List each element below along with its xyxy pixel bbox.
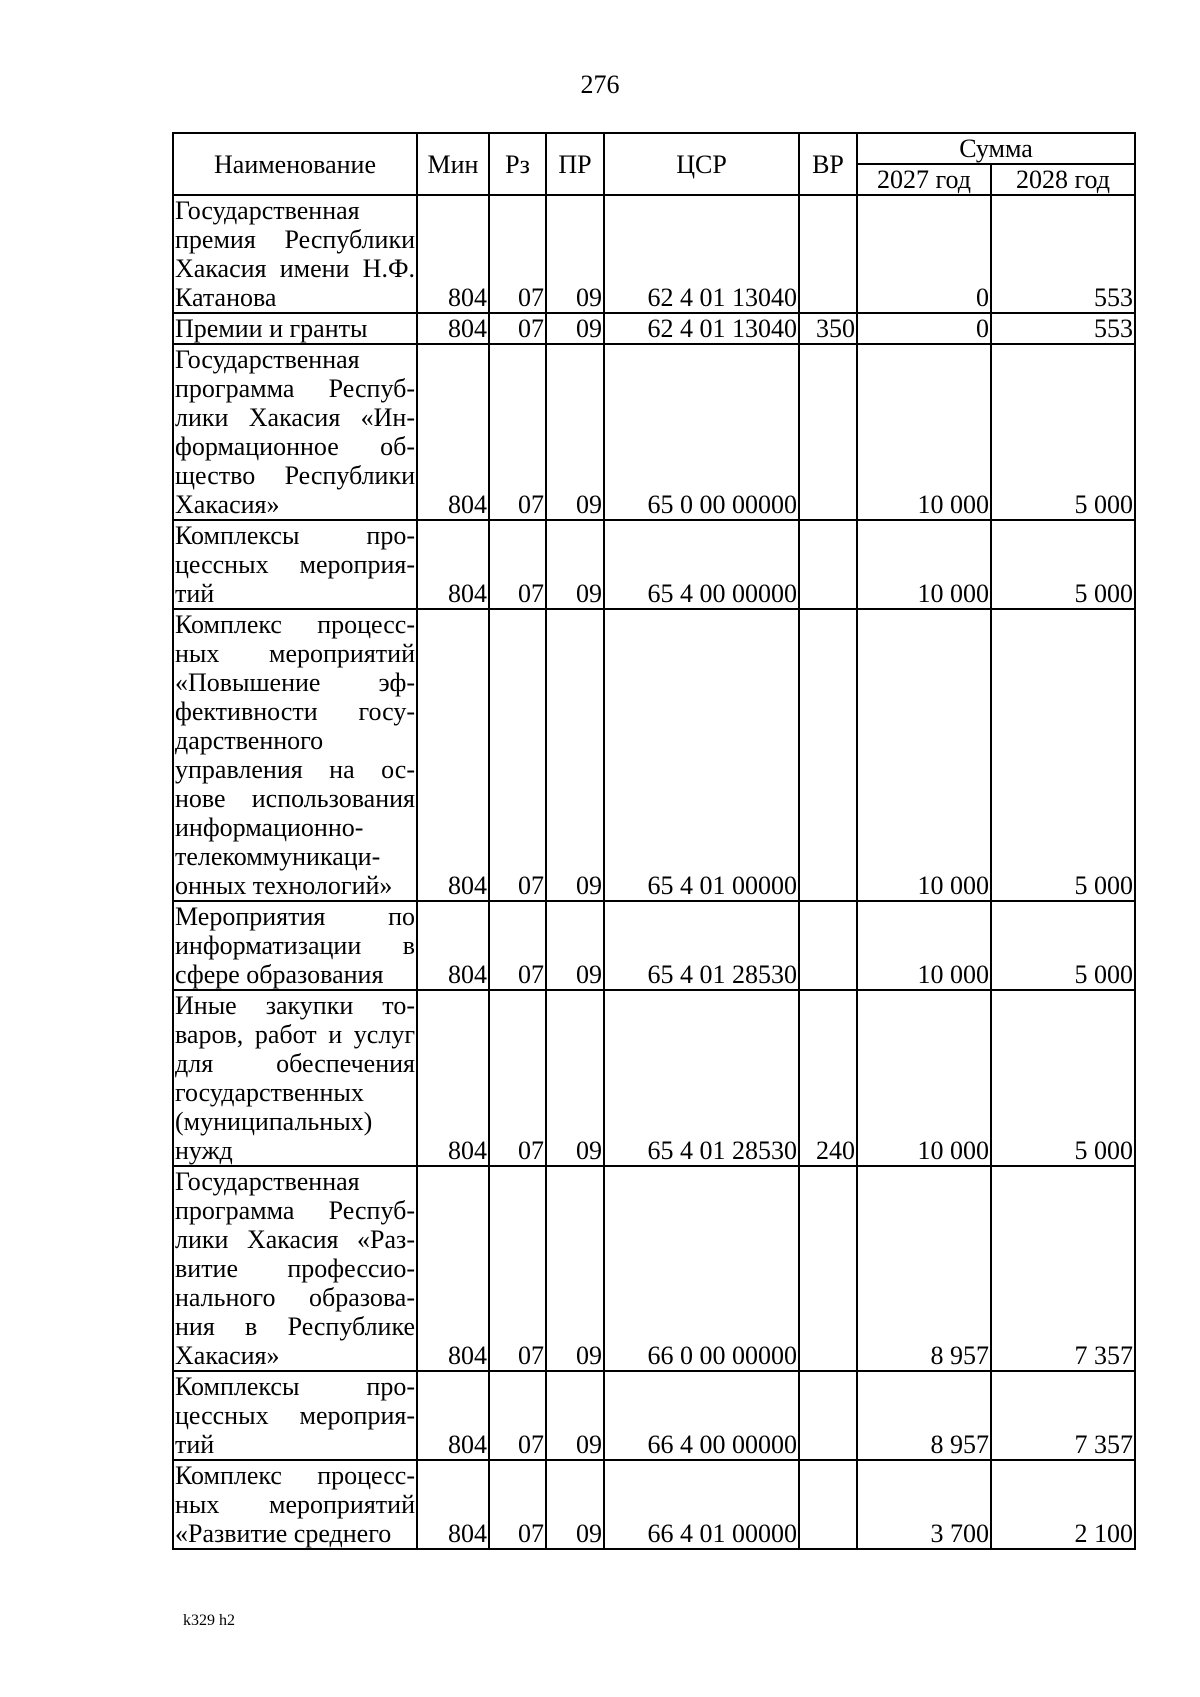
row-vr: [799, 195, 857, 313]
row-sum-2027: 0: [857, 195, 991, 313]
row-sum-2028: 553: [991, 313, 1135, 344]
row-rz: 07: [489, 901, 546, 990]
table-header-row: [173, 133, 1135, 164]
row-pr: 09: [546, 195, 604, 313]
row-sum-2028: 5 000: [991, 901, 1135, 990]
header-year-2028: 2028 год: [991, 164, 1135, 195]
row-vr: [799, 901, 857, 990]
row-name: Премии и гранты: [173, 313, 417, 344]
row-min: 804: [417, 313, 489, 344]
row-pr: 09: [546, 344, 604, 520]
budget-table: [172, 132, 1136, 1550]
row-min: 804: [417, 344, 489, 520]
row-sum-2027: 0: [857, 313, 991, 344]
row-csr: 66 4 01 00000: [604, 1460, 799, 1549]
table-row: [173, 901, 1135, 990]
row-name: Иные закупки товаров, работ и услуг для обеспечения государственных (муниципальных) нужд: [175, 991, 415, 1165]
row-csr: 65 4 01 00000: [604, 609, 799, 901]
header-name: Наименование: [173, 133, 417, 195]
header-csr: ЦСР: [604, 133, 799, 195]
header-pr: ПР: [546, 133, 604, 195]
row-min: 804: [417, 195, 489, 313]
row-sum-2028: 2 100: [991, 1460, 1135, 1549]
header-sum: Сумма: [857, 133, 1135, 164]
row-rz: 07: [489, 1371, 546, 1460]
row-csr: 65 4 01 28530: [604, 901, 799, 990]
row-name: Мероприятия по информатизации в сфере образования: [175, 902, 415, 989]
row-rz: 07: [489, 520, 546, 609]
row-rz: 07: [489, 1460, 546, 1549]
row-csr: 65 0 00 00000: [604, 344, 799, 520]
row-sum-2027: 10 000: [857, 990, 991, 1166]
row-name: Комплексы процессных мероприятий: [175, 521, 415, 608]
header-min: Мин: [417, 133, 489, 195]
row-pr: 09: [546, 313, 604, 344]
table-row: [173, 1371, 1135, 1460]
row-vr: [799, 344, 857, 520]
row-sum-2028: 5 000: [991, 520, 1135, 609]
row-pr: 09: [546, 1460, 604, 1549]
row-vr: [799, 1166, 857, 1371]
row-sum-2027: 10 000: [857, 609, 991, 901]
table-row: [173, 344, 1135, 520]
table-row: [173, 195, 1135, 313]
row-sum-2027: 10 000: [857, 344, 991, 520]
row-min: 804: [417, 1460, 489, 1549]
header-vr: ВР: [799, 133, 857, 195]
row-min: 804: [417, 901, 489, 990]
row-pr: 09: [546, 520, 604, 609]
row-pr: 09: [546, 609, 604, 901]
row-rz: 07: [489, 990, 546, 1166]
table-row: [173, 609, 1135, 901]
row-min: 804: [417, 1371, 489, 1460]
row-sum-2028: 5 000: [991, 344, 1135, 520]
row-pr: 09: [546, 901, 604, 990]
table-row: [173, 990, 1135, 1166]
row-sum-2027: 3 700: [857, 1460, 991, 1549]
row-vr: [799, 609, 857, 901]
row-name: Комплексы процессных мероприятий: [175, 1372, 415, 1459]
row-sum-2028: 7 357: [991, 1371, 1135, 1460]
row-sum-2027: 8 957: [857, 1371, 991, 1460]
row-rz: 07: [489, 313, 546, 344]
row-sum-2027: 10 000: [857, 901, 991, 990]
row-name: Государственная премия Республики Хакасия имени Н.Ф. Катанова: [175, 196, 415, 312]
row-sum-2028: 7 357: [991, 1166, 1135, 1371]
row-rz: 07: [489, 609, 546, 901]
row-vr: 350: [799, 313, 857, 344]
row-sum-2027: 8 957: [857, 1166, 991, 1371]
header-rz: Рз: [489, 133, 546, 195]
row-name: Государственная программа Республики Хакасия «Информационное общество Республики Хакасия»: [175, 345, 415, 519]
row-min: 804: [417, 990, 489, 1166]
row-csr: 66 0 00 00000: [604, 1166, 799, 1371]
row-min: 804: [417, 609, 489, 901]
row-sum-2027: 10 000: [857, 520, 991, 609]
row-rz: 07: [489, 344, 546, 520]
row-min: 804: [417, 1166, 489, 1371]
row-name: Комплекс процессных мероприятий «Повышение эффективности государственного управления на основе использования информационно-телекоммуникационных технологий»: [175, 610, 415, 900]
row-csr: 62 4 01 13040: [604, 195, 799, 313]
row-vr: [799, 520, 857, 609]
row-sum-2028: 5 000: [991, 609, 1135, 901]
row-vr: [799, 1460, 857, 1549]
row-csr: 66 4 00 00000: [604, 1371, 799, 1460]
row-name: Комплекс процессных мероприятий «Развитие среднего: [175, 1461, 415, 1548]
row-rz: 07: [489, 195, 546, 313]
row-min: 804: [417, 520, 489, 609]
row-csr: 62 4 01 13040: [604, 313, 799, 344]
row-sum-2028: 5 000: [991, 990, 1135, 1166]
table-row: [173, 313, 1135, 344]
table-row: [173, 520, 1135, 609]
page-number: 276: [580, 70, 620, 99]
row-csr: 65 4 01 28530: [604, 990, 799, 1166]
header-year-2027: 2027 год: [857, 164, 991, 195]
table-row: [173, 1166, 1135, 1371]
row-pr: 09: [546, 990, 604, 1166]
table-row: [173, 1460, 1135, 1549]
row-csr: 65 4 00 00000: [604, 520, 799, 609]
row-sum-2028: 553: [991, 195, 1135, 313]
row-vr: [799, 1371, 857, 1460]
row-rz: 07: [489, 1166, 546, 1371]
footer-document-code: k329 h2: [183, 1612, 235, 1629]
row-pr: 09: [546, 1166, 604, 1371]
row-name: Государственная программа Республики Хакасия «Развитие профессионального образования в Республике Хакасия»: [175, 1167, 415, 1370]
row-vr: 240: [799, 990, 857, 1166]
row-pr: 09: [546, 1371, 604, 1460]
